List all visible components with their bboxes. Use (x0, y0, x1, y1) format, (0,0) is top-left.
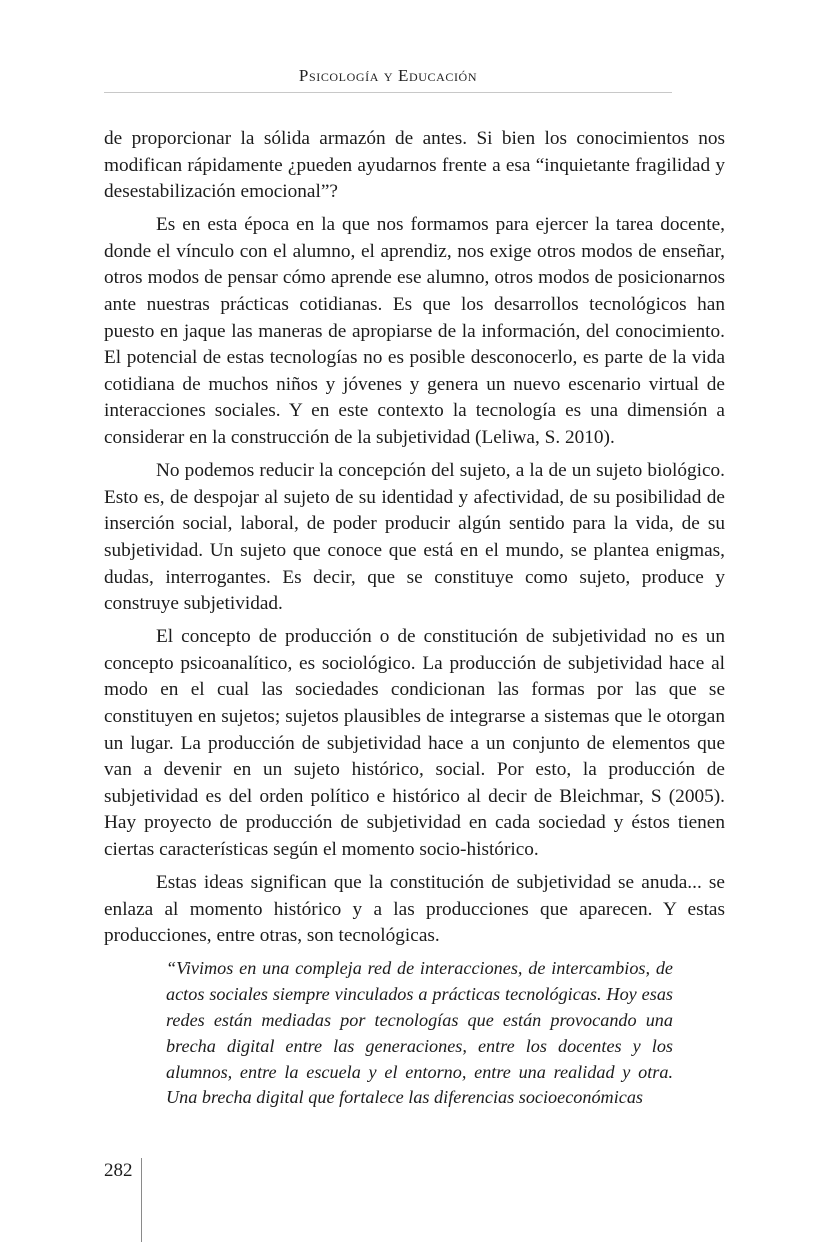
paragraph-4: El concepto de producción o de constitución de subjetividad no es un concepto psicoanalítico, es sociológico. La producción de subjetividad hace al modo en el cual las sociedades condicionan las formas por las que se constituyen en sujetos; sujetos plausibles de integrarse a sistemas que le otorgan un lugar. La producción de subjetividad hace a un conjunto de elementos que van a devenir en un sujeto histórico, social. Por esto, la producción de subjetividad es del orden político e histórico al decir de Bleichmar, S (2005). Hay proyecto de producción de subjetividad en cada sociedad y éstos tienen ciertas características según el momento socio-histórico. (104, 626, 725, 860)
running-header-title: Psicología y Educación (298, 66, 478, 85)
paragraph-1: de proporcionar la sólida armazón de antes. Si bien los conocimientos nos modifican rápidamente ¿pueden ayudarnos frente a esa “inquietante fragilidad y desestabilización emocional”? (104, 128, 725, 203)
paragraph-3: No podemos reducir la concepción del sujeto, a la de un sujeto biológico. Esto es, de despojar al sujeto de su identidad y afectividad, de su posibilidad de inserción social, laboral, de poder producir algún sentido para la vida, de su subjetividad. Un sujeto que conoce que está en el mundo, se plantea enigmas, dudas, interrogantes. Es decir, que se constituye como sujeto, produce y construye subjetividad. (104, 460, 725, 615)
page-number-rule (141, 1158, 142, 1242)
header-divider (104, 92, 672, 93)
page-body (104, 126, 725, 1111)
paragraph-2: Es en esta época en la que nos formamos para ejercer la tarea docente, donde el vínculo con el alumno, el aprendiz, nos exige otros modos de enseñar, otros modos de pensar cómo aprende ese alumno, otros modos de posicionarnos ante nuestras prácticas cotidianas. Es que los desarrollos tecnológicos han puesto en jaque las maneras de apropiarse de la información, del conocimiento. El potencial de estas tecnologías no es posible desconocerlo, es parte de la vida cotidiana de muchos niños y jóvenes y genera un nuevo escenario virtual de interacciones sociales. Y en este contexto la tecnología es una dimensión a considerar en la construcción de la subjetividad (Leliwa, S. 2010). (104, 214, 725, 449)
page-number: 282 (104, 1160, 133, 1181)
paragraph-5: Estas ideas significan que la constitución de subjetividad se anuda... se enlaza al momento histórico y a las producciones que aparecen. Y estas producciones, entre otras, son tecnológicas. (104, 872, 725, 947)
block-quote: “Vivimos en una compleja red de interacciones, de intercambios, de actos sociales siempre vinculados a prácticas tecnológicas. Hoy esas redes están mediadas por tecnologías que están provocando una brecha digital entre las generaciones, entre los docentes y los alumnos, entre la escuela y el entorno, entre una realidad y otra. Una brecha digital que fortalece las diferencias socioeconómicas (166, 958, 673, 1108)
